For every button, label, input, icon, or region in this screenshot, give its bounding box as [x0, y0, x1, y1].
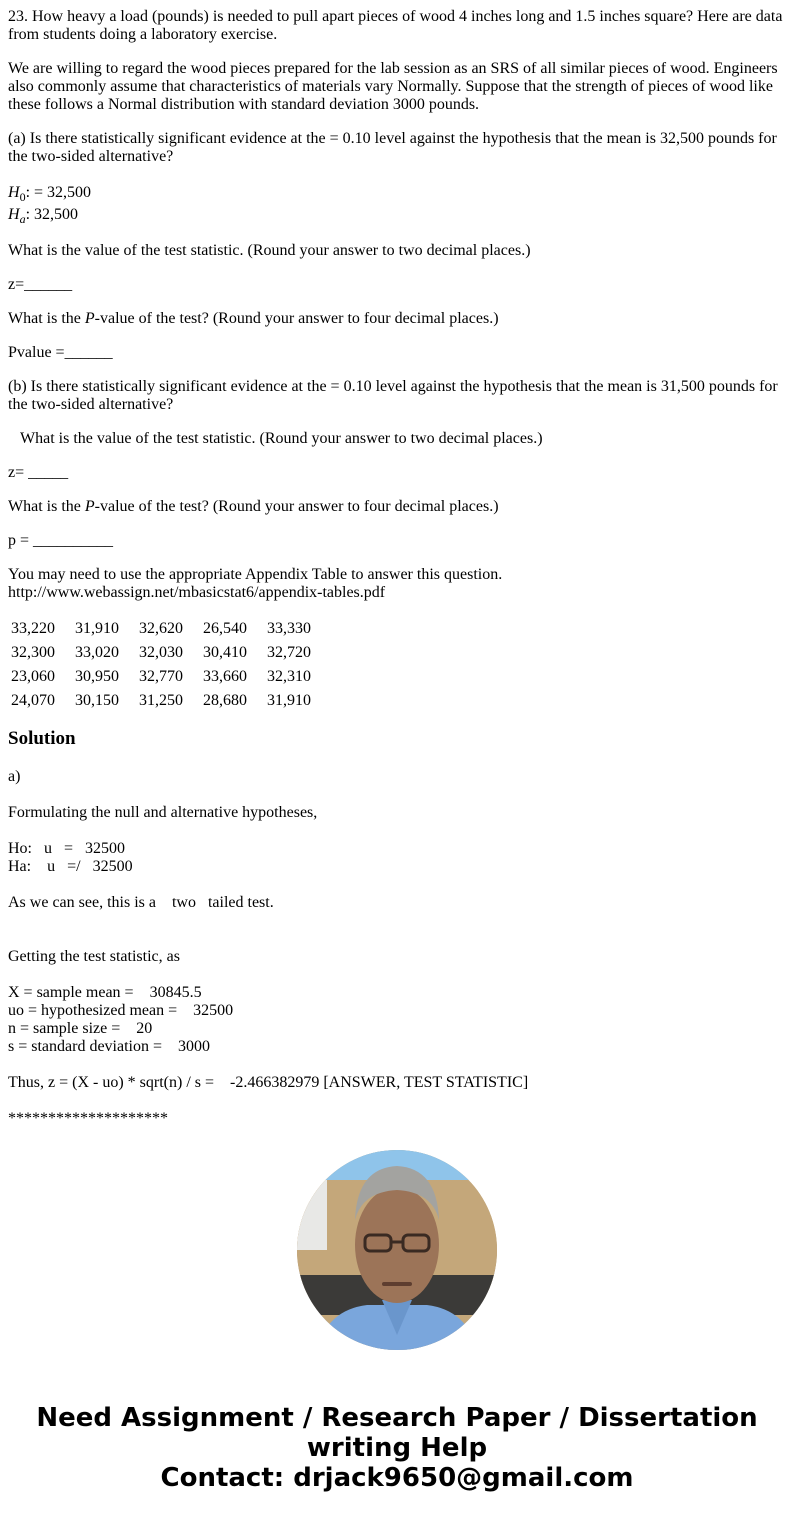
part-b-prompt: (b) Is there statistically significant evidence at the = 0.10 level against the hypothesis that the mean is 31,500 pounds for the two-sided alternative? [8, 378, 778, 413]
solution-body [8, 768, 786, 1128]
data-table [8, 616, 330, 714]
table-cell: 31,910 [75, 620, 119, 637]
person-photo-icon [297, 1150, 497, 1350]
part-b-pvalue-blank: p = __________ [8, 532, 114, 549]
null-hypothesis: $H_0$: = 32,500 [8, 184, 92, 204]
part-a-pvalue-blank: Pvalue =______ [8, 344, 113, 361]
table-cell: 31,910 [267, 692, 311, 709]
solution-z-line: Thus, z = (X - uo) * sqrt(n) / s = -2.466382979 [ANSWER, TEST STATISTIC] [8, 1074, 529, 1091]
table-cell: 33,330 [267, 620, 311, 637]
part-a-prompt: (a) Is there statistically significant evidence at the = 0.10 level against the hypothesis that the mean is 32,500 pounds for the two-sided alternative? [8, 130, 777, 165]
table-row [10, 690, 328, 712]
solution-hypotheses: Ho: u = 32500 Ha: u =/ 32500 [8, 840, 133, 875]
table-cell: 24,070 [11, 692, 55, 709]
solution-separator: ******************** [8, 1110, 168, 1127]
alt-hypothesis: $H_a$: 32,500 [8, 206, 79, 226]
table-cell: 32,030 [139, 644, 183, 661]
solution-getting: Getting the test statistic, as [8, 948, 180, 965]
avatar-container [8, 1150, 786, 1355]
promo-line-2: writing Help [306, 1433, 488, 1463]
hypotheses [8, 182, 786, 226]
table-cell: 30,150 [75, 692, 119, 709]
table-cell: 32,770 [139, 668, 183, 685]
table-cell: 31,250 [139, 692, 183, 709]
solution-tail-line: As we can see, this is a two tailed test. [8, 894, 274, 911]
table-cell: 30,410 [203, 644, 247, 661]
promo-contact: Contact: drjack9650@gmail.com [160, 1463, 634, 1493]
solution-part-label: a) [8, 768, 21, 785]
question-context: We are willing to regard the wood pieces prepared for the lab session as an SRS of all similar pieces of wood. Engineers also commonly assume that characteristics of materials vary Normally. Suppose that the strength of pieces of wood like these follows a Normal distribution with standard deviation 3000 pounds. [8, 60, 778, 113]
table-cell: 26,540 [203, 620, 247, 637]
part-a-test-stat-prompt: What is the value of the test statistic. (Round your answer to two decimal places.) [8, 242, 531, 259]
table-cell: 28,680 [203, 692, 247, 709]
table-cell: 33,660 [203, 668, 247, 685]
table-row [10, 618, 328, 640]
solution-parameters: X = sample mean = 30845.5 uo = hypothesized mean = 32500 n = sample size = 20 s = standard deviation = 3000 [8, 984, 234, 1055]
part-b-z-blank: z= _____ [8, 464, 69, 481]
solution-heading: Solution [8, 728, 76, 749]
part-a-z-blank: z=______ [8, 276, 73, 293]
avatar [297, 1150, 497, 1350]
solution-formulating: Formulating the null and alternative hypotheses, [8, 804, 318, 821]
table-cell: 32,620 [139, 620, 183, 637]
part-b-test-stat-prompt: What is the value of the test statistic. (Round your answer to two decimal places.) [20, 430, 543, 447]
promo-line-1: Need Assignment / Research Paper / Dissertation [36, 1403, 758, 1433]
appendix-note: You may need to use the appropriate Appendix Table to answer this question. http://www.webassign.net/mbasicstat6/appendix-tables.pdf [8, 566, 503, 601]
table-cell: 23,060 [11, 668, 55, 685]
table-row [10, 642, 328, 664]
table-cell: 32,310 [267, 668, 311, 685]
part-a-pvalue-prompt: What is the P-value of the test? (Round your answer to four decimal places.) [8, 310, 499, 327]
part-b-pvalue-prompt: What is the P-value of the test? (Round your answer to four decimal places.) [8, 498, 499, 515]
table-cell: 30,950 [75, 668, 119, 685]
table-cell: 33,020 [75, 644, 119, 661]
table-cell: 32,300 [11, 644, 55, 661]
table-cell: 33,220 [11, 620, 55, 637]
question-intro: 23. How heavy a load (pounds) is needed to pull apart pieces of wood 4 inches long and 1.5 inches square? Here are data from students doing a laboratory exercise. [8, 8, 783, 43]
table-row [10, 666, 328, 688]
table-cell: 32,720 [267, 644, 311, 661]
promo-banner [8, 1403, 786, 1493]
appendix-url: http://www.webassign.net/mbasicstat6/appendix-tables.pdf [8, 584, 386, 601]
